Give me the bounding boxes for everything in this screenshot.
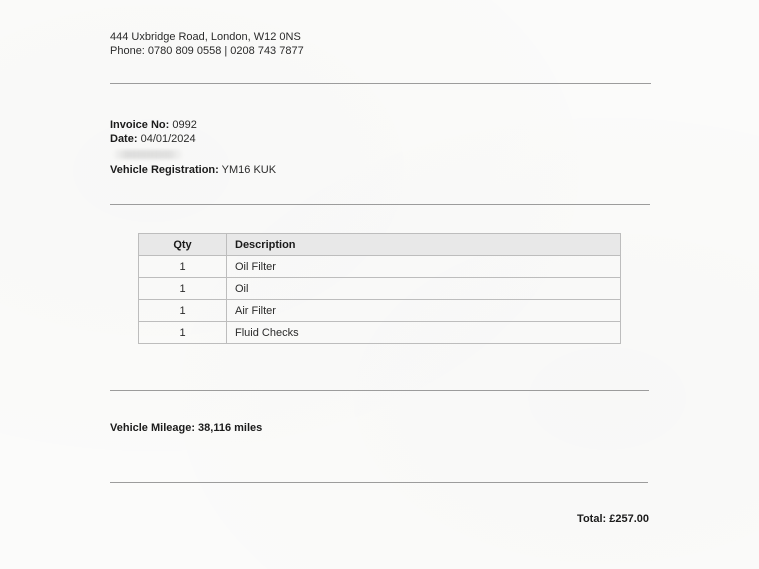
vehicle-registration-line xyxy=(110,164,276,177)
table-header-row xyxy=(139,234,621,256)
row-description: Oil Filter xyxy=(227,256,621,278)
invoice-number-value: 0992 xyxy=(172,119,197,131)
invoice-date-value: 04/01/2024 xyxy=(140,133,196,145)
company-address: 444 Uxbridge Road, London, W12 0NS xyxy=(110,31,301,43)
redacted-smudge xyxy=(112,150,184,159)
vehicle-registration-label: Vehicle Registration: xyxy=(110,164,219,176)
table-row xyxy=(139,322,621,344)
company-phone: Phone: 0780 809 0558 | 0208 743 7877 xyxy=(110,45,304,57)
vehicle-mileage-value: 38,116 miles xyxy=(198,422,263,434)
total-label: Total: xyxy=(577,513,607,525)
total-line xyxy=(577,513,649,526)
invoice-number-line xyxy=(110,119,197,132)
vehicle-mileage-label: Vehicle Mileage: xyxy=(110,422,195,434)
divider-1 xyxy=(110,83,651,84)
vehicle-registration-value: YM16 KUK xyxy=(221,164,277,176)
items-table xyxy=(138,233,621,344)
row-qty: 1 xyxy=(139,300,227,322)
table-row xyxy=(139,300,621,322)
total-value: £257.00 xyxy=(609,513,649,525)
row-qty: 1 xyxy=(139,278,227,300)
divider-3 xyxy=(110,390,649,391)
invoice-number-label: Invoice No: xyxy=(110,119,170,131)
row-qty: 1 xyxy=(139,256,227,278)
row-qty: 1 xyxy=(139,322,227,344)
qty-header: Qty xyxy=(139,234,227,256)
invoice-date-label: Date: xyxy=(110,133,138,145)
divider-2 xyxy=(110,204,650,205)
invoice-date-line xyxy=(110,133,196,146)
table-row xyxy=(139,256,621,278)
divider-4 xyxy=(110,482,648,483)
row-description: Oil xyxy=(227,278,621,300)
row-description: Fluid Checks xyxy=(227,322,621,344)
row-description: Air Filter xyxy=(227,300,621,322)
description-header: Description xyxy=(227,234,621,256)
vehicle-mileage-line xyxy=(110,422,262,435)
table-row xyxy=(139,278,621,300)
